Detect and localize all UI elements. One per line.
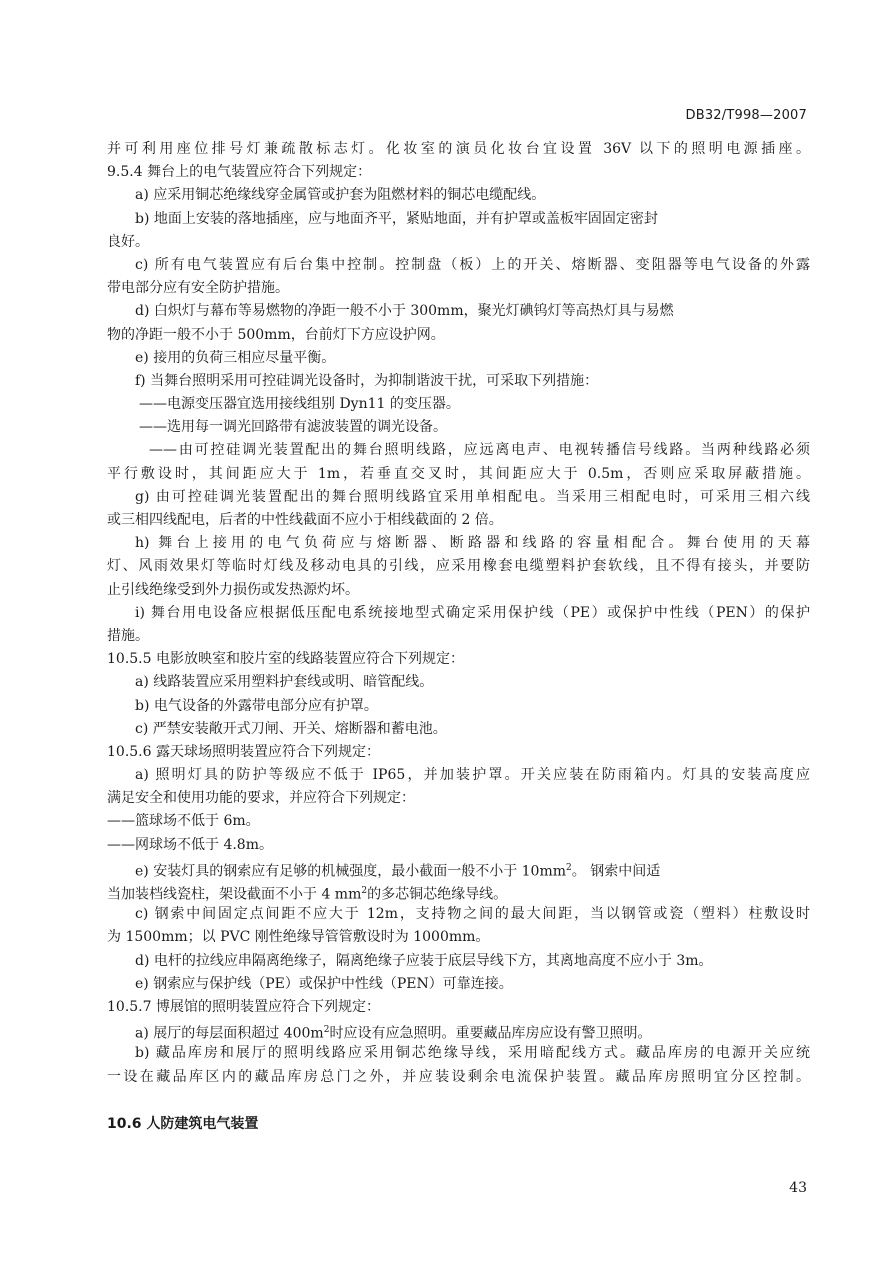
dash-item: ——选用每一调光回路带有滤波装置的调光设备。 bbox=[139, 419, 447, 436]
text-run: e) 安装灯具的钢索应有足够的机械强度，最小截面一般不小于 10mm bbox=[135, 863, 567, 880]
page-number: 43 bbox=[789, 1180, 807, 1196]
superscript: 2 bbox=[361, 886, 368, 896]
dash-item: ——篮球场不低于 6m。 bbox=[107, 813, 260, 830]
dash-item: ——由可控硅调光装置配出的舞台照明线路，应远离电声、电视转播信号线路。当两种线路必须 bbox=[149, 442, 810, 459]
paragraph-line: 灯、风雨效果灯等临时灯线及移动电具的引线，应采用橡套电缆塑料护套软线，且不得有接头，并要防 bbox=[107, 558, 810, 575]
list-item-d: d) 电杆的拉线应串隔离绝缘子，隔离绝缘子应装于底层导线下方，其离地高度不应小于 3m。 bbox=[135, 952, 713, 969]
paragraph-line: 带电部分应有安全防护措施。 bbox=[107, 280, 289, 297]
list-item-e bbox=[107, 857, 810, 880]
paragraph-line bbox=[107, 880, 810, 903]
paragraph-line: 满足安全和使用功能的要求，并应符合下列规定： bbox=[107, 790, 415, 807]
paragraph-line: 为 1500mm；以 PVC 刚性绝缘导管管敷设时为 1000mm。 bbox=[107, 929, 490, 946]
paragraph-line: 良好。 bbox=[107, 233, 149, 250]
clause-heading-9-5-4: 9.5.4 舞台上的电气装置应符合下列规定： bbox=[107, 164, 372, 181]
text-run: 的多芯铜芯绝缘导线。 bbox=[367, 886, 508, 903]
section-heading-10-6: 10.6 人防建筑电气装置 bbox=[107, 1115, 259, 1132]
list-item-a: a) 线路装置应采用塑料护套线或明、暗管配线。 bbox=[135, 674, 434, 691]
text-run: 。 钢索中间适 bbox=[571, 863, 661, 880]
list-item-b: b) 地面上安装的落地插座，应与地面齐平，紧贴地面，并有护罩或盖板牢固固定密封 bbox=[135, 210, 658, 227]
list-item-c: c) 钢索中间固定点间距不应大于 12m，支持物之间的最大间距，当以钢管或瓷（塑料）柱敷设时 bbox=[135, 906, 810, 923]
document-id-header: DB32/T998—2007 bbox=[685, 108, 807, 123]
document-body bbox=[107, 138, 810, 1137]
dash-item: ——电源变压器宜选用接线组别 Dyn11 的变压器。 bbox=[139, 396, 460, 413]
list-item-b: b) 电气设备的外露带电部分应有护罩。 bbox=[135, 697, 378, 714]
text-run: 时应设有应急照明。重要藏品库房应设有警卫照明。 bbox=[329, 1025, 652, 1042]
list-item-i: i) 舞台用电设备应根据低压配电系统接地型式确定采用保护线（PE）或保护中性线（PEN）的保护 bbox=[135, 604, 810, 621]
list-item-a bbox=[107, 1019, 810, 1042]
list-item-d: d) 白炽灯与幕布等易燃物的净距一般不小于 300mm，聚光灯碘钨灯等高热灯具与易燃 bbox=[135, 303, 674, 320]
text-run: a) 展厅的每层面积超过 400m bbox=[135, 1025, 324, 1042]
clause-heading-10-5-7: 10.5.7 博展馆的照明装置应符合下列规定： bbox=[107, 998, 380, 1015]
dash-item: ——网球场不低于 4.8m。 bbox=[107, 836, 273, 853]
list-item-a: a) 应采用铜芯绝缘线穿金属管或护套为阻燃材料的铜芯电缆配线。 bbox=[135, 187, 546, 204]
superscript: 2 bbox=[566, 862, 572, 873]
paragraph-line: 物的净距一般不小于 500mm，台前灯下方应设护网。 bbox=[107, 326, 445, 343]
list-item-f: f) 当舞台照明采用可控硅调光设备时，为抑制谐波干扰，可采取下列措施： bbox=[135, 372, 599, 389]
paragraph-line: 止引线绝缘受到外力损伤或发热源灼坏。 bbox=[107, 581, 359, 598]
paragraph-line: 措施。 bbox=[107, 627, 149, 644]
paragraph-line: 或三相四线配电，后者的中性线截面不应小于相线截面的 2 倍。 bbox=[107, 512, 503, 528]
paragraph-line: 一设在藏品库区内的藏品库房总门之外，并应装设剩余电流保护装置。藏品库房照明宜分区控制。 bbox=[107, 1068, 810, 1085]
superscript: 2 bbox=[323, 1025, 330, 1036]
clause-heading-10-5-5: 10.5.5 电影放映室和胶片室的线路装置应符合下列规定： bbox=[107, 651, 464, 668]
list-item-e: e) 接用的负荷三相应尽量平衡。 bbox=[135, 349, 336, 366]
paragraph-line: 平行敷设时，其间距应大于 1m，若垂直交叉时，其间距应大于 0.5m，否则应采取屏蔽措施。 bbox=[107, 465, 810, 482]
clause-heading-10-5-6: 10.5.6 露天球场照明装置应符合下列规定： bbox=[107, 743, 380, 760]
text-run: 当加装档线瓷柱，架设截面不小于 4 mm bbox=[107, 886, 362, 903]
list-item-b: b) 藏品库房和展厅的照明线路应采用铜芯绝缘导线，采用暗配线方式。藏品库房的电源开关应统 bbox=[135, 1045, 810, 1062]
list-item-c: c) 严禁安装敞开式刀闸、开关、熔断器和蓄电池。 bbox=[135, 720, 447, 737]
list-item-a: a) 照明灯具的防护等级应不低于 IP65，并加装护罩。开关应装在防雨箱内。灯具的安装高度应 bbox=[135, 767, 810, 784]
spacer bbox=[107, 1089, 810, 1111]
list-item-h: h) 舞台上接用的电气负荷应与熔断器、断路器和线路的容量相配合。舞台使用的天幕 bbox=[135, 535, 810, 552]
list-item-g: g) 由可控硅调光装置配出的舞台照明线路宜采用单相配电。当采用三相配电时，可采用三相六线 bbox=[135, 488, 810, 505]
paragraph-line: 并可利用座位排号灯兼疏散标志灯。化妆室的演员化妆台宜设置 36V 以下的照明电源插座。 bbox=[107, 141, 810, 157]
list-item-c: c) 所有电气装置应有后台集中控制。控制盘（板）上的开关、熔断器、变阻器等电气设备的外露 bbox=[135, 256, 810, 273]
list-item-e: e) 钢索应与保护线（PE）或保护中性线（PEN）可靠连接。 bbox=[135, 975, 513, 992]
